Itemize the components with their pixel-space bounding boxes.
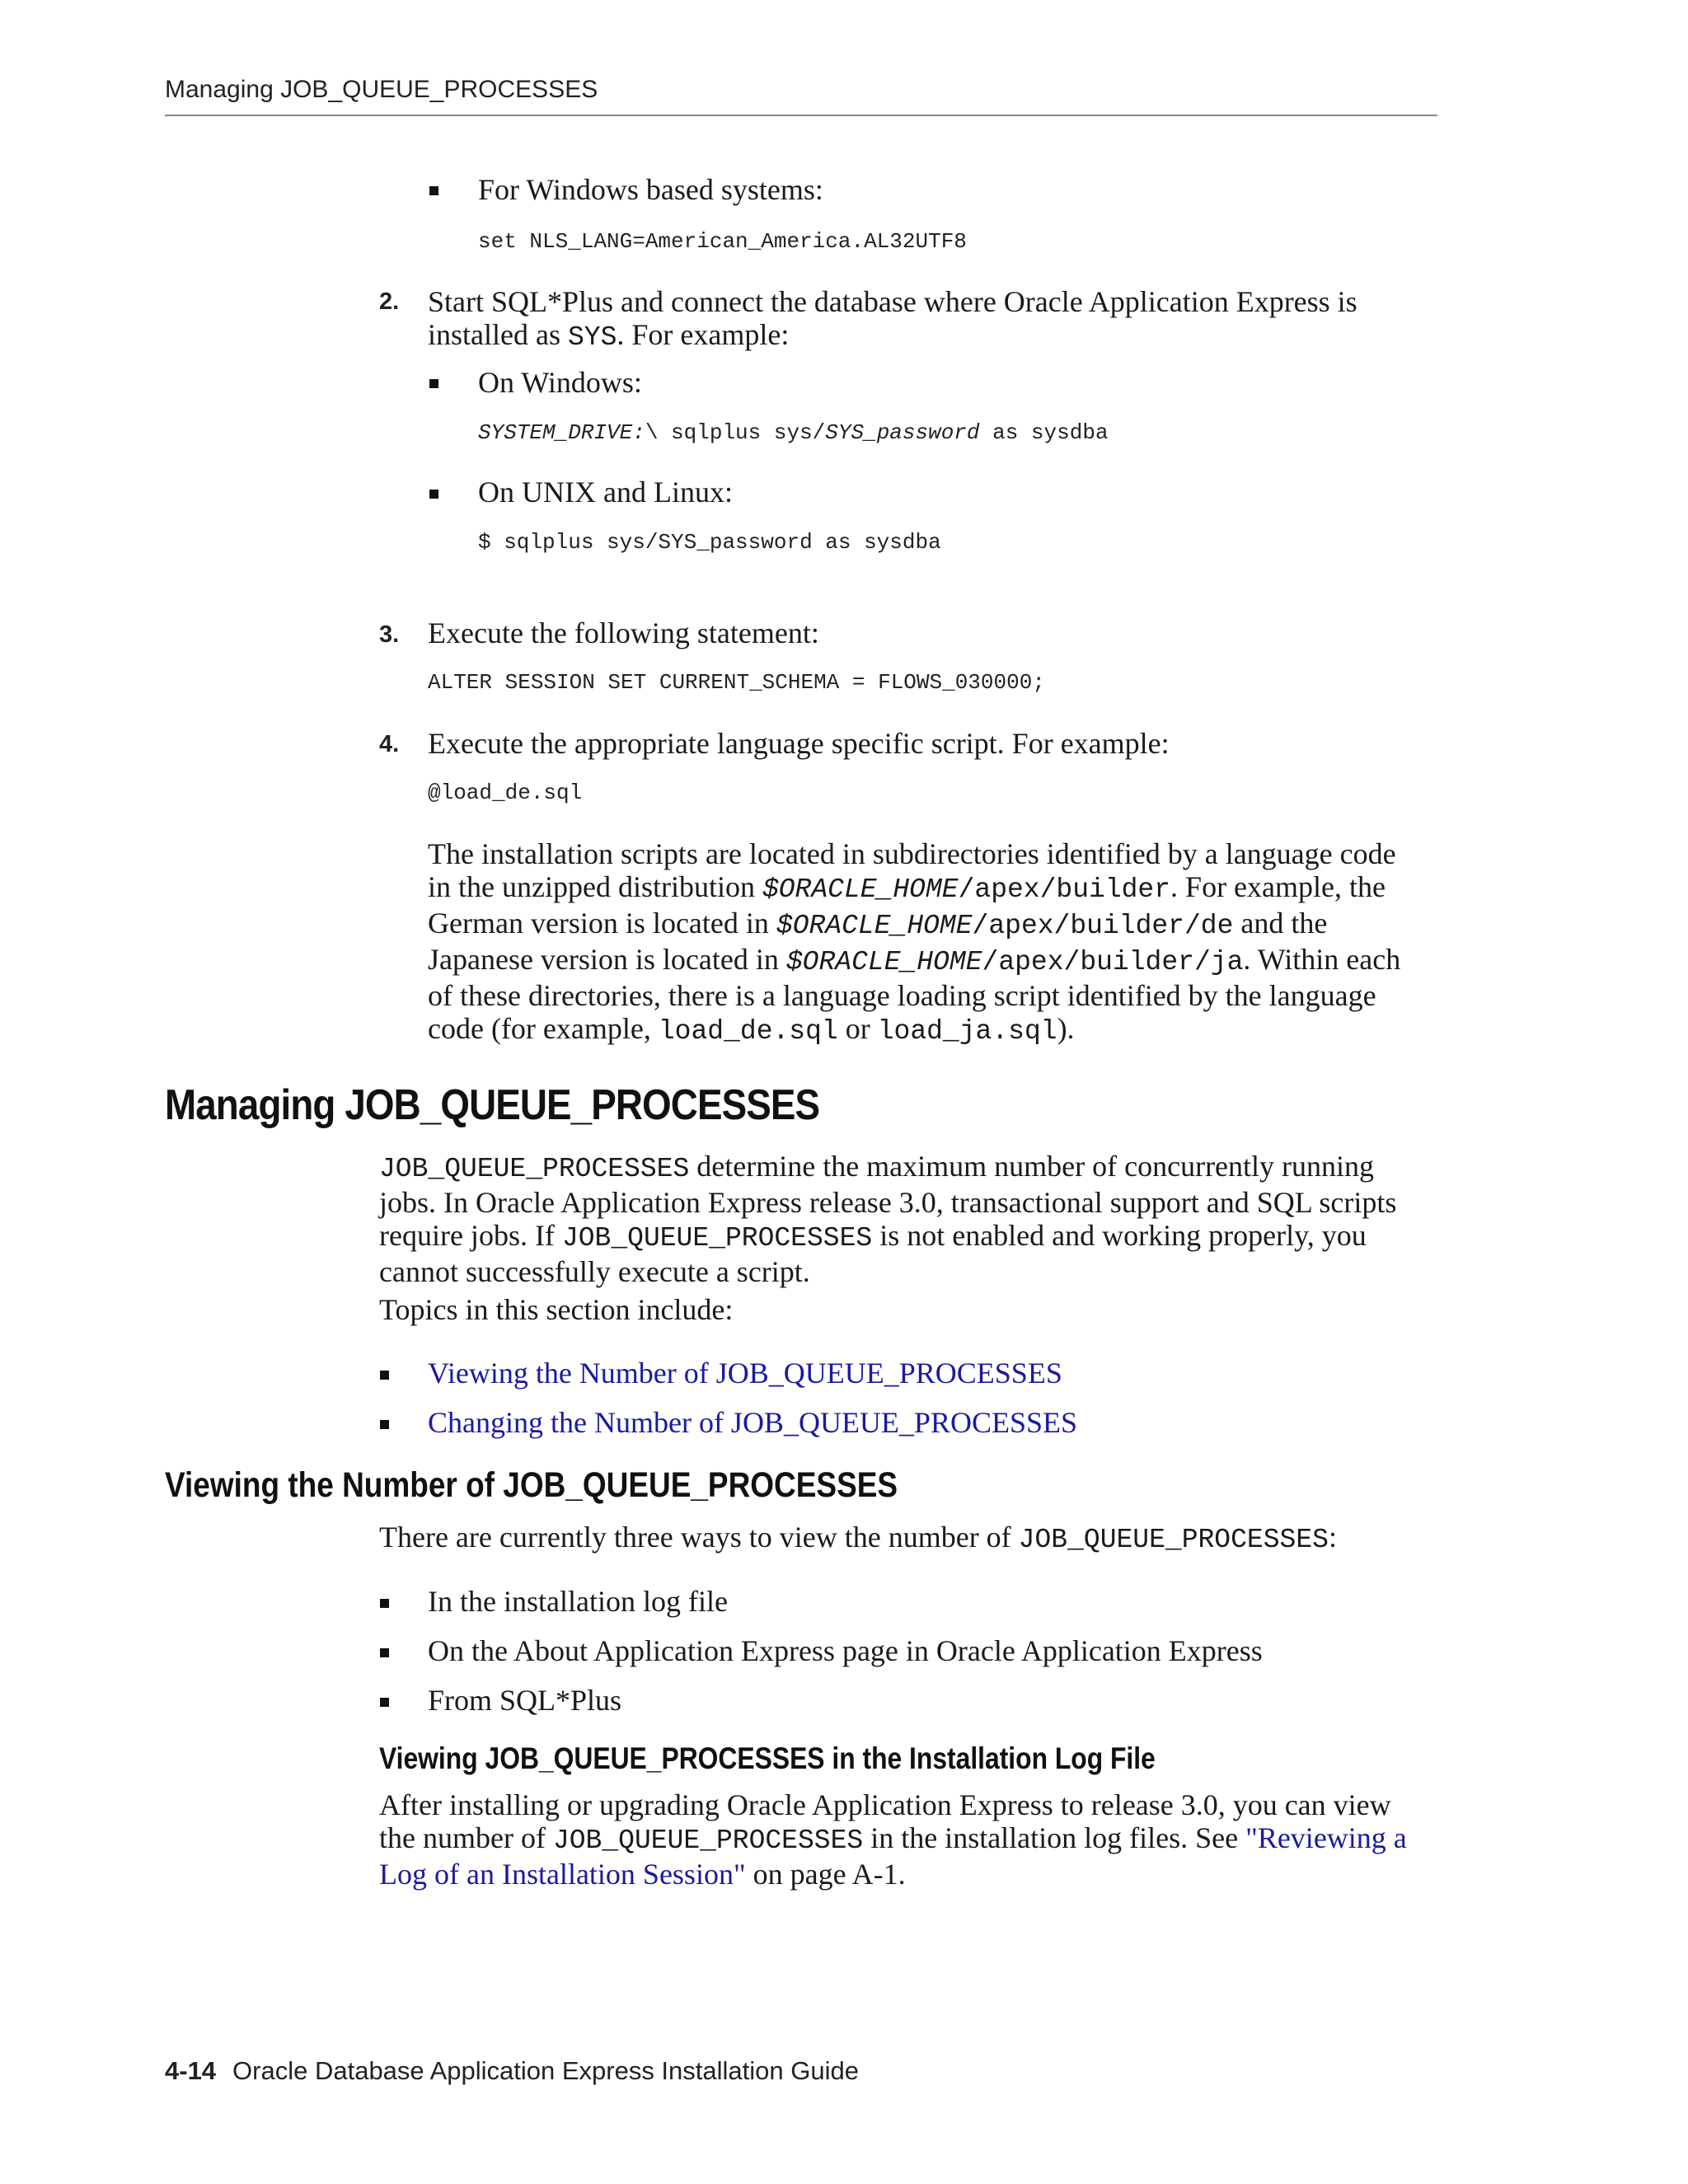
bullet-icon xyxy=(380,1698,389,1707)
text-span: : xyxy=(1328,1521,1337,1554)
text-span: installed as xyxy=(428,318,568,351)
code-sys: SYS xyxy=(567,322,617,353)
code-oracle-home: $ORACLE_HOME xyxy=(762,874,959,905)
text-span: or xyxy=(837,1012,878,1045)
step-number-3: 3. xyxy=(379,621,400,648)
list-item: On the About Application Express page in Oracle Application Express xyxy=(428,1634,1263,1667)
para-line xyxy=(428,870,1400,907)
text-span: . For example, the xyxy=(1170,870,1386,903)
code-oracle-home: $ORACLE_HOME xyxy=(776,911,973,941)
para-line xyxy=(379,1219,1396,1255)
bullet-icon xyxy=(380,1648,389,1657)
link-reviewing-log[interactable]: "Reviewing a xyxy=(1245,1821,1407,1854)
subsection-heading: Viewing the Number of JOB_QUEUE_PROCESSES xyxy=(165,1465,898,1505)
text-span: is not enabled and working properly, you xyxy=(872,1219,1367,1252)
para-line: After installing or upgrading Oracle Application Express to release 3.0, you can view xyxy=(379,1788,1391,1821)
sub-item-on-windows: On Windows: xyxy=(478,366,642,399)
code-job-queue: JOB_QUEUE_PROCESSES xyxy=(379,1154,690,1184)
text-span: in the installation log files. See xyxy=(863,1821,1246,1854)
para-line xyxy=(379,1858,1407,1891)
step-2-line-1: Start SQL*Plus and connect the database where Oracle Application Express is xyxy=(428,285,1357,318)
list-item: In the installation log file xyxy=(428,1585,728,1618)
code-path: /apex/builder/de xyxy=(972,911,1234,941)
code-path: /apex/builder xyxy=(958,874,1171,905)
code-load-de: @load_de.sql xyxy=(428,780,583,805)
header-rule xyxy=(165,115,1437,116)
bullet-icon xyxy=(380,1420,389,1429)
text-span: There are currently three ways to view the number of xyxy=(379,1521,1019,1554)
bullet-icon xyxy=(429,379,438,388)
list-item: From SQL*Plus xyxy=(428,1684,622,1717)
bullet-icon xyxy=(380,1599,389,1608)
subsubsection-paragraph xyxy=(379,1788,1407,1891)
text-span: the number of xyxy=(379,1821,553,1854)
para-line xyxy=(428,907,1400,943)
subsection-intro xyxy=(379,1521,1337,1557)
code-path: /apex/builder/ja xyxy=(982,947,1244,977)
text-span: . Within each xyxy=(1243,943,1401,976)
code-span: \ sqlplus sys/ xyxy=(645,420,826,445)
running-header: Managing JOB_QUEUE_PROCESSES xyxy=(165,76,598,103)
section-paragraph xyxy=(379,1150,1396,1288)
code-nls-lang: set NLS_LANG=American_America.AL32UTF8 xyxy=(478,229,967,254)
text-span: determine the maximum number of concurrently running xyxy=(689,1150,1375,1183)
bullet-icon xyxy=(380,1371,389,1380)
text-span: require jobs. If xyxy=(379,1219,562,1252)
para-line: of these directories, there is a language loading script identified by the language xyxy=(428,979,1376,1012)
step-2-line-2 xyxy=(428,318,1357,354)
link-viewing-number[interactable]: Viewing the Number of JOB_QUEUE_PROCESSES xyxy=(428,1357,1062,1390)
step-4-text: Execute the appropriate language specific script. For example: xyxy=(428,727,1170,760)
para-line xyxy=(379,1150,1396,1186)
code-job-queue: JOB_QUEUE_PROCESSES xyxy=(1018,1525,1329,1555)
step-4-paragraph xyxy=(428,837,1400,1048)
code-drive: SYSTEM_DRIVE: xyxy=(478,420,645,445)
step-2-text xyxy=(428,285,1357,354)
para-line xyxy=(428,1012,1400,1048)
page-number: 4-14 xyxy=(165,2056,217,2085)
book-title: Oracle Database Application Express Installation Guide xyxy=(232,2056,859,2085)
text-span: and the xyxy=(1233,907,1328,940)
bullet-icon xyxy=(429,490,438,499)
link-changing-number[interactable]: Changing the Number of JOB_QUEUE_PROCESSES xyxy=(428,1406,1078,1439)
code-oracle-home: $ORACLE_HOME xyxy=(785,947,982,977)
sub-item-on-unix: On UNIX and Linux: xyxy=(478,476,733,509)
topics-intro: Topics in this section include: xyxy=(379,1293,734,1326)
sub-item-windows-systems: For Windows based systems: xyxy=(478,173,823,206)
section-heading: Managing JOB_QUEUE_PROCESSES xyxy=(165,1081,820,1129)
text-span: Japanese version is located in xyxy=(428,943,786,976)
text-span: code (for example, xyxy=(428,1012,659,1045)
subsubsection-heading: Viewing JOB_QUEUE_PROCESSES in the Installation Log File xyxy=(379,1741,1156,1775)
text-span: ). xyxy=(1057,1012,1075,1045)
code-alter-session: ALTER SESSION SET CURRENT_SCHEMA = FLOWS_030000; xyxy=(428,670,1045,695)
step-number-2: 2. xyxy=(379,288,400,315)
code-unix-sqlplus: $ sqlplus sys/SYS_password as sysdba xyxy=(478,530,941,555)
code-windows-sqlplus xyxy=(478,420,1109,445)
bullet-icon xyxy=(429,186,438,195)
code-job-queue: JOB_QUEUE_PROCESSES xyxy=(561,1223,873,1254)
para-line: jobs. In Oracle Application Express release 3.0, transactional support and SQL scripts xyxy=(379,1186,1397,1219)
text-span: German version is located in xyxy=(428,907,776,940)
code-load-ja: load_ja.sql xyxy=(877,1016,1057,1047)
text-span: on page A-1. xyxy=(745,1858,906,1891)
para-line xyxy=(428,943,1400,979)
text-span: . For example: xyxy=(617,318,790,351)
step-number-4: 4. xyxy=(379,731,400,757)
para-line: cannot successfully execute a script. xyxy=(379,1255,810,1288)
step-3-text: Execute the following statement: xyxy=(428,616,819,649)
code-span: as sysdba xyxy=(979,420,1109,445)
para-line: The installation scripts are located in subdirectories identified by a language code xyxy=(428,837,1396,870)
code-job-queue: JOB_QUEUE_PROCESSES xyxy=(552,1825,864,1856)
para-line xyxy=(379,1821,1407,1858)
link-reviewing-log[interactable]: Log of an Installation Session" xyxy=(379,1858,746,1891)
text-span: in the unzipped distribution xyxy=(428,870,762,903)
code-load-de: load_de.sql xyxy=(658,1016,838,1047)
code-password: SYS_password xyxy=(825,420,980,445)
page-footer xyxy=(165,2056,859,2086)
